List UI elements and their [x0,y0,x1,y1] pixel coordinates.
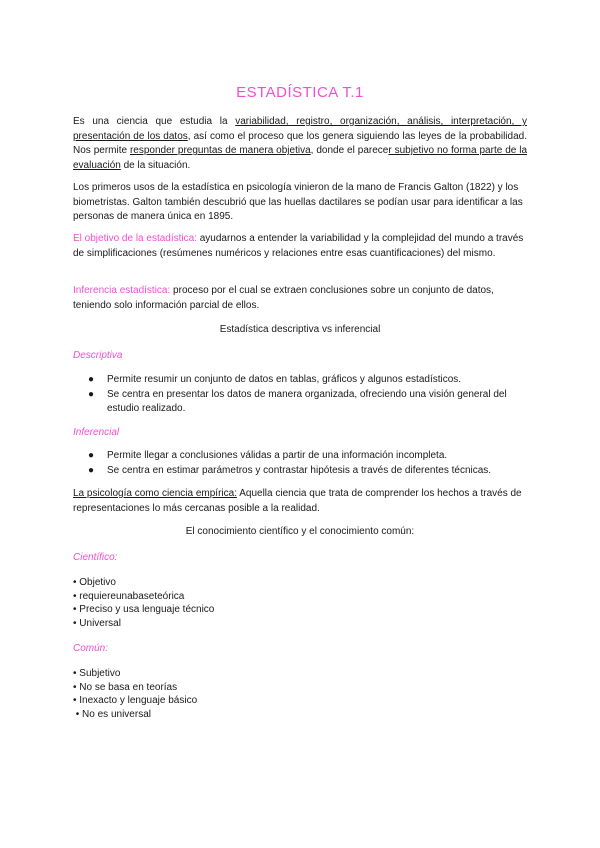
list-item [73,464,527,479]
list-item: • Universal [73,617,121,629]
list-item-text: Permite resumir un conjunto de datos en tablas, gráficos y algunos estadísticos. [107,374,462,385]
empirical-paragraph [73,487,527,516]
list-item [73,373,527,388]
list-item [73,388,527,417]
intro-underline-2: responder preguntas de manera objetiva [129,145,311,156]
list-item-text: Se centra en estimar parámetros y contrastar hipótesis a través de diferentes técnicas. [107,464,492,476]
intro-text-3: , donde el parece [310,145,389,156]
inferencial-heading: Inferencial [73,427,120,438]
inferencial-list [73,449,527,478]
bullet-dot-icon: ● [88,388,95,400]
objective-paragraph [73,232,527,261]
intro-text-1: Es una ciencia que estudia la [73,116,236,127]
objective-label: El objetivo de la estadística: [73,233,197,244]
page-title: ESTADÍSTICA T.1 [236,84,364,101]
list-item: • Preciso y usa lenguaje técnico [73,604,215,615]
list-item: • Inexacto y lenguaje básico [73,695,198,706]
inference-label: Inferencia estadística: [73,285,171,296]
subtitle-knowledge: El conocimiento científico y el conocimiento común: [185,526,415,537]
list-item: • requiereunabaseteórica [73,590,185,602]
empirical-label: La psicología como ciencia empírica: [73,488,237,499]
cientifico-list [73,576,214,630]
bullet-dot-icon: ● [88,374,95,385]
list-item: • Objetivo [73,577,116,588]
empirical-text: Aquella ciencia que trata de comprender los hechos a través de representaciones lo más cercanas posible a la realidad. [73,488,522,514]
intro-text-4: de la situación. [120,159,191,171]
inference-text: proceso por el cual se extraen conclusiones sobre un conjunto de datos, teniendo solo información parcial de ellos. [73,285,494,311]
bullet-dot-icon: ● [88,450,95,461]
intro-paragraph [73,115,527,173]
objective-text: ayudarnos a entender la variabilidad y la complejidad del mundo a través de simplificaciones (resúmenes numéricos y relaciones entre esas cuantificaciones) del mismo. [73,233,524,259]
list-item [73,449,527,464]
list-item: • No es universal [73,708,151,720]
history-paragraph: Los primeros usos de la estadística en psicología vinieron de la mano de Francis Galton (1822) y los biometristas. Galton también descubrió que las huellas dactilares se podían usar para identificar a las personas de manera única en 1895. [73,182,523,222]
subtitle-descriptive-vs-inferential: Estadística descriptiva vs inferencial [219,324,381,335]
descriptiva-heading: Descriptiva [73,350,123,361]
bullet-dot-icon: ● [88,464,95,476]
comun-list [73,667,197,721]
descriptiva-list [73,373,527,417]
list-item-text: Se centra en presentar los datos de manera organizada, ofreciendo una visión general del estudio realizado. [107,388,507,414]
inference-paragraph [73,284,527,313]
intro-underline-1: variabilidad, registro, organización, análisis, interpretación, y presentación de los datos [73,116,528,142]
list-item-text: Permite llegar a conclusiones válidas a partir de una información incompleta. [107,450,448,461]
intro-text-2: , así como el proceso que los genera siguiendo las leyes de la probabilidad. Nos permite [73,130,527,156]
cientifico-heading: Científico: [73,552,118,563]
comun-heading: Común: [73,643,109,654]
list-item: • No se basa en teorías [73,681,178,693]
intro-underline-3: r subjetivo no forma parte de la evaluación [73,145,528,171]
list-item: • Subjetivo [73,668,121,679]
